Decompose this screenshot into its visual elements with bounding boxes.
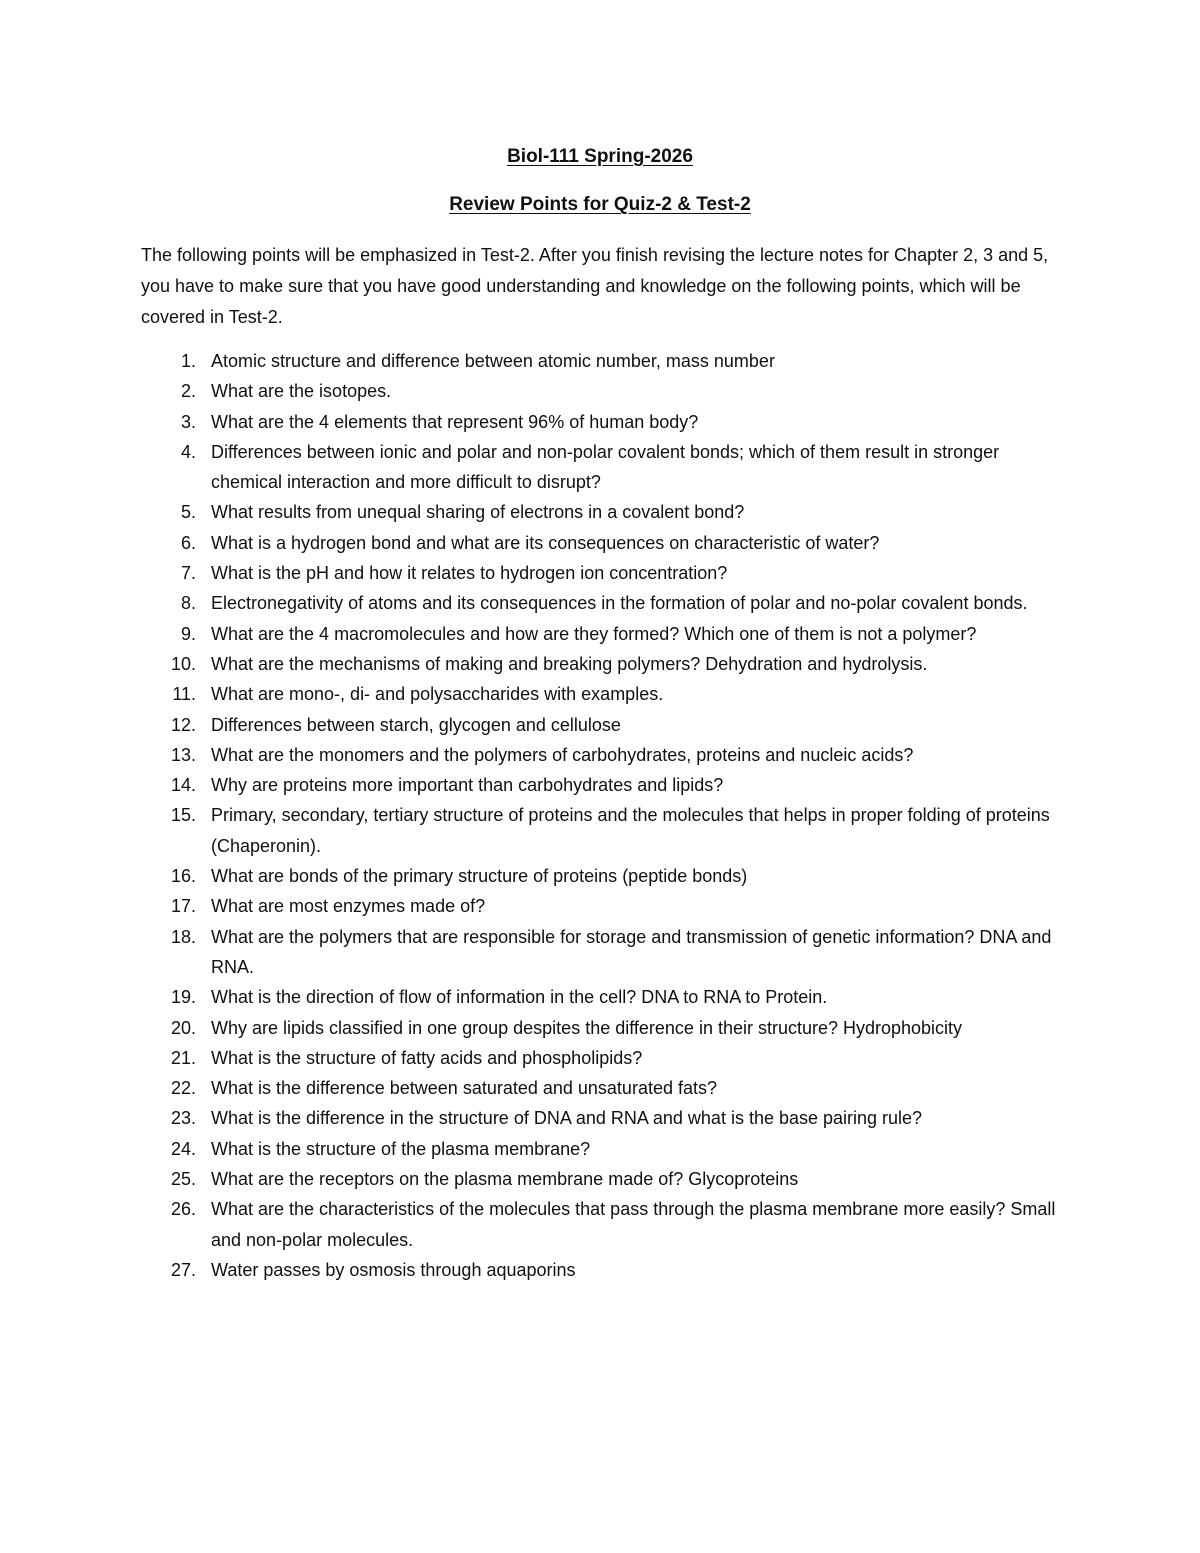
list-item-number: 14.	[170, 775, 196, 796]
list-item	[141, 800, 1061, 861]
list-item-text: Primary, secondary, tertiary structure of proteins and the molecules that helps in proper folding of proteins (Chaperonin).	[211, 805, 1050, 856]
list-item-text: What are most enzymes made of?	[211, 896, 486, 917]
list-item	[141, 588, 1061, 618]
list-item-number: 19.	[170, 987, 196, 1008]
list-item-text: Atomic structure and difference between atomic number, mass number	[211, 351, 775, 371]
list-item-number: 8.	[180, 593, 196, 614]
list-item-text: What is the structure of the plasma membrane?	[211, 1138, 591, 1159]
list-item-number: 18.	[170, 926, 196, 947]
list-item-text: What are the 4 elements that represent 96% of human body?	[211, 411, 699, 432]
list-item-text: What is the difference in the structure of DNA and RNA and what is the base pairing rule?	[211, 1108, 923, 1129]
list-item	[141, 1194, 1061, 1255]
list-item-number: 21.	[170, 1047, 196, 1068]
list-item-text: What results from unequal sharing of electrons in a covalent bond?	[211, 502, 745, 523]
list-item-number: 25.	[170, 1169, 196, 1190]
list-item	[141, 376, 1061, 406]
list-item	[141, 1103, 1061, 1133]
list-item-number: 11.	[172, 684, 196, 705]
list-item-number: 3.	[180, 411, 196, 432]
list-item-number: 2.	[180, 381, 196, 402]
list-item-text: What are the polymers that are responsible for storage and transmission of genetic information? DNA and RNA.	[211, 926, 1052, 977]
list-item-text: Why are lipids classified in one group despites the difference in their structure? Hydrophobicity	[211, 1017, 963, 1038]
list-item	[141, 346, 1061, 376]
list-item-text: What are the monomers and the polymers of carbohydrates, proteins and nucleic acids?	[211, 744, 914, 765]
list-item-text: Why are proteins more important than carbohydrates and lipids?	[211, 775, 724, 796]
list-item-number: 7.	[180, 563, 196, 584]
list-item-number: 26.	[170, 1199, 196, 1220]
review-points-list	[141, 346, 1061, 1285]
list-item	[141, 528, 1061, 558]
list-item-number: 15.	[170, 805, 196, 826]
list-item	[141, 649, 1061, 679]
list-item-number: 1.	[180, 351, 196, 371]
list-item	[141, 891, 1061, 921]
list-item-text: What are the mechanisms of making and breaking polymers? Dehydration and hydrolysis.	[211, 653, 928, 674]
list-item	[141, 982, 1061, 1012]
list-item-text: What are mono-, di- and polysaccharides with examples.	[211, 684, 664, 705]
list-item-number: 12.	[170, 714, 196, 735]
list-item	[141, 407, 1061, 437]
list-item	[141, 437, 1061, 498]
list-item	[141, 679, 1061, 709]
list-item-text: What are bonds of the primary structure of proteins (peptide bonds)	[211, 866, 748, 887]
list-item-text: What is the difference between saturated and unsaturated fats?	[211, 1078, 717, 1099]
list-item-number: 5.	[180, 502, 196, 523]
list-item-number: 9.	[180, 623, 196, 644]
document-title: Biol-111 Spring-2026	[507, 146, 693, 167]
list-item	[141, 558, 1061, 588]
list-item-number: 16.	[170, 866, 196, 887]
list-item	[141, 1043, 1061, 1073]
list-item	[141, 1164, 1061, 1194]
list-item	[141, 1134, 1061, 1164]
list-item-text: What are the isotopes.	[211, 381, 392, 402]
list-item-number: 20.	[170, 1017, 196, 1038]
list-item-number: 4.	[180, 441, 196, 462]
list-item-text: What is the structure of fatty acids and phospholipids?	[211, 1047, 643, 1068]
list-item-text: What are the 4 macromolecules and how are they formed? Which one of them is not a polymer?	[211, 623, 977, 644]
list-item	[141, 619, 1061, 649]
list-item	[141, 861, 1061, 891]
list-item-number: 6.	[180, 532, 196, 553]
list-item-number: 13.	[170, 744, 196, 765]
list-item-number: 10.	[170, 653, 196, 674]
list-item	[141, 922, 1061, 983]
list-item-text: Differences between ionic and polar and non-polar covalent bonds; which of them result in stronger chemical interaction and more difficult to disrupt?	[211, 441, 1000, 493]
list-item-number: 27.	[170, 1259, 196, 1280]
list-item	[141, 1073, 1061, 1103]
list-item-number: 24.	[170, 1138, 196, 1159]
list-item-text: What are the receptors on the plasma membrane made of? Glycoproteins	[211, 1169, 799, 1190]
list-item	[141, 740, 1061, 770]
list-item	[141, 1255, 1061, 1285]
intro-paragraph: The following points will be emphasized in Test-2. After you finish revising the lecture notes for Chapter 2, 3 and 5, you have to make sure that you have good understanding and knowledge on the following points, which will be covered in Test-2.	[141, 245, 1049, 327]
list-item-text: What is the direction of flow of information in the cell? DNA to RNA to Protein.	[211, 987, 828, 1008]
list-item-text: Electronegativity of atoms and its consequences in the formation of polar and no-polar covalent bonds.	[211, 593, 1028, 614]
list-item	[141, 497, 1061, 527]
list-item-number: 23.	[170, 1108, 196, 1129]
document-subtitle: Review Points for Quiz-2 & Test-2	[449, 194, 751, 215]
list-item-text: Water passes by osmosis through aquaporins	[211, 1259, 576, 1280]
list-item-text: Differences between starch, glycogen and cellulose	[211, 714, 621, 735]
list-item-number: 22.	[170, 1078, 196, 1099]
list-item-text: What are the characteristics of the molecules that pass through the plasma membrane more easily? Small and non-polar molecules.	[211, 1199, 1056, 1250]
list-item-text: What is the pH and how it relates to hydrogen ion concentration?	[211, 563, 728, 584]
list-item	[141, 770, 1061, 800]
list-item-text: What is a hydrogen bond and what are its consequences on characteristic of water?	[211, 532, 880, 553]
list-item	[141, 1013, 1061, 1043]
list-item	[141, 710, 1061, 740]
list-item-number: 17.	[170, 896, 196, 917]
